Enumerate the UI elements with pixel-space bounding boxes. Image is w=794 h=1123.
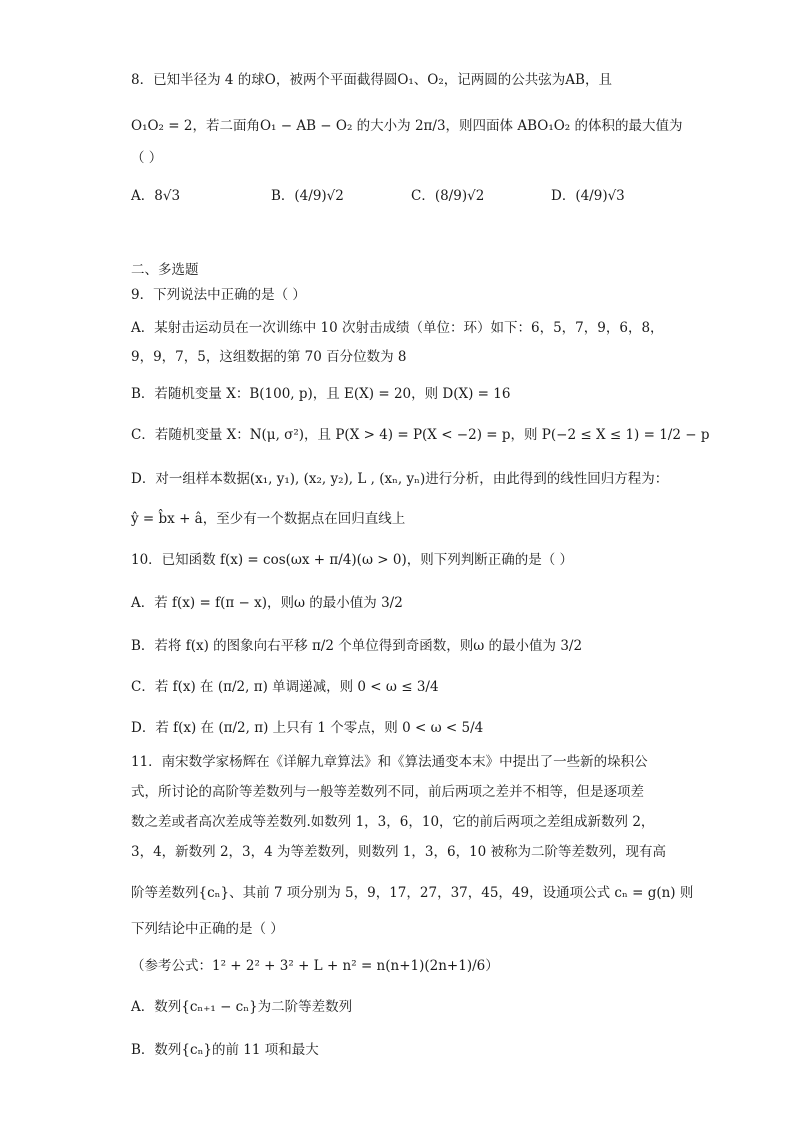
q9-option-c: C．若随机变量 X：N(μ, σ²)，且 P(X > 4) = P(X < −2) = p，则 P(−2 ≤ X ≤ 1) = 1/2 − p xyxy=(131,427,710,443)
q10-option-b: B．若将 f(x) 的图象向右平移 π/2 个单位得到奇函数，则ω 的最小值为 3/2 xyxy=(131,638,583,654)
q10-option-c: C．若 f(x) 在 (π/2, π) 单调递减，则 0 < ω ≤ 3/4 xyxy=(131,679,439,695)
q9-option-b: B．若随机变量 X：B(100, p)，且 E(X) = 20，则 D(X) = 16 xyxy=(131,386,511,402)
q9-option-a-line-2: 9，9，7，5，这组数据的第 70 百分位数为 8 xyxy=(131,349,407,365)
q8-option-c: C．(8/9)√2 xyxy=(411,188,485,204)
q8-line-3: （ ） xyxy=(131,150,163,166)
q9-stem: 9．下列说法中正确的是（ ） xyxy=(131,287,306,303)
q11-reference-formula: （参考公式：1² + 2² + 3² + L + n² = n(n+1)(2n+1)/6） xyxy=(131,958,499,974)
section-heading: 二、多选题 xyxy=(131,262,199,278)
q8-line-1: 8．已知半径为 4 的球O，被两个平面截得圆O₁、O₂，记两圆的公共弦为AB，且 xyxy=(131,72,612,88)
q10-stem: 10．已知函数 f(x) = cos(ωx + π/4)(ω > 0)，则下列判断正确的是（ ） xyxy=(131,552,573,568)
q11-option-b: B．数列{cₙ}的前 11 项和最大 xyxy=(131,1042,319,1058)
q9-option-a-line-1: A．某射击运动员在一次训练中 10 次射击成绩（单位：环）如下：6，5，7，9，6，8， xyxy=(131,320,664,336)
q11-line-4: 3，4，新数列 2，3，4 为等差数列，则数列 1，3，6，10 被称为二阶等差数列，现有高 xyxy=(131,844,667,860)
q11-line-3: 数之差或者高次差成等差数列.如数列 1，3，6，10，它的前后两项之差组成新数列 2， xyxy=(131,814,655,830)
q11-line-5: 阶等差数列{cₙ}、其前 7 项分别为 5，9，17，27，37，45，49，设通项公式 cₙ = g(n) 则 xyxy=(131,885,694,901)
q10-option-a: A．若 f(x) = f(π − x)，则ω 的最小值为 3/2 xyxy=(131,595,403,611)
q8-option-d: D．(4/9)√3 xyxy=(551,188,625,204)
q9-option-d-line-2: ŷ = b̂x + â，至少有一个数据点在回归直线上 xyxy=(131,511,406,527)
q11-line-2: 式，所讨论的高阶等差数列与一般等差数列不同，前后两项之差并不相等，但是逐项差 xyxy=(131,784,644,800)
q9-option-d-line-1: D．对一组样本数据(x₁, y₁), (x₂, y₂), L , (xₙ, yₙ)进行分析，由此得到的线性回归方程为： xyxy=(131,471,669,487)
q8-option-b: B．(4/9)√2 xyxy=(271,188,344,204)
q8-option-a: A．8√3 xyxy=(131,188,181,204)
q8-line-2: O₁O₂ = 2，若二面角O₁ − AB − O₂ 的大小为 2π/3，则四面体 ABO₁O₂ 的体积的最大值为 xyxy=(131,118,683,134)
q10-option-d: D．若 f(x) 在 (π/2, π) 上只有 1 个零点，则 0 < ω < 5/4 xyxy=(131,720,484,736)
q11-line-1: 11．南宋数学家杨辉在《详解九章算法》和《算法通变本末》中提出了一些新的垛积公 xyxy=(131,754,648,770)
q11-line-6: 下列结论中正确的是（ ） xyxy=(131,921,284,937)
q11-option-a: A．数列{cₙ₊₁ − cₙ}为二阶等差数列 xyxy=(131,999,353,1015)
